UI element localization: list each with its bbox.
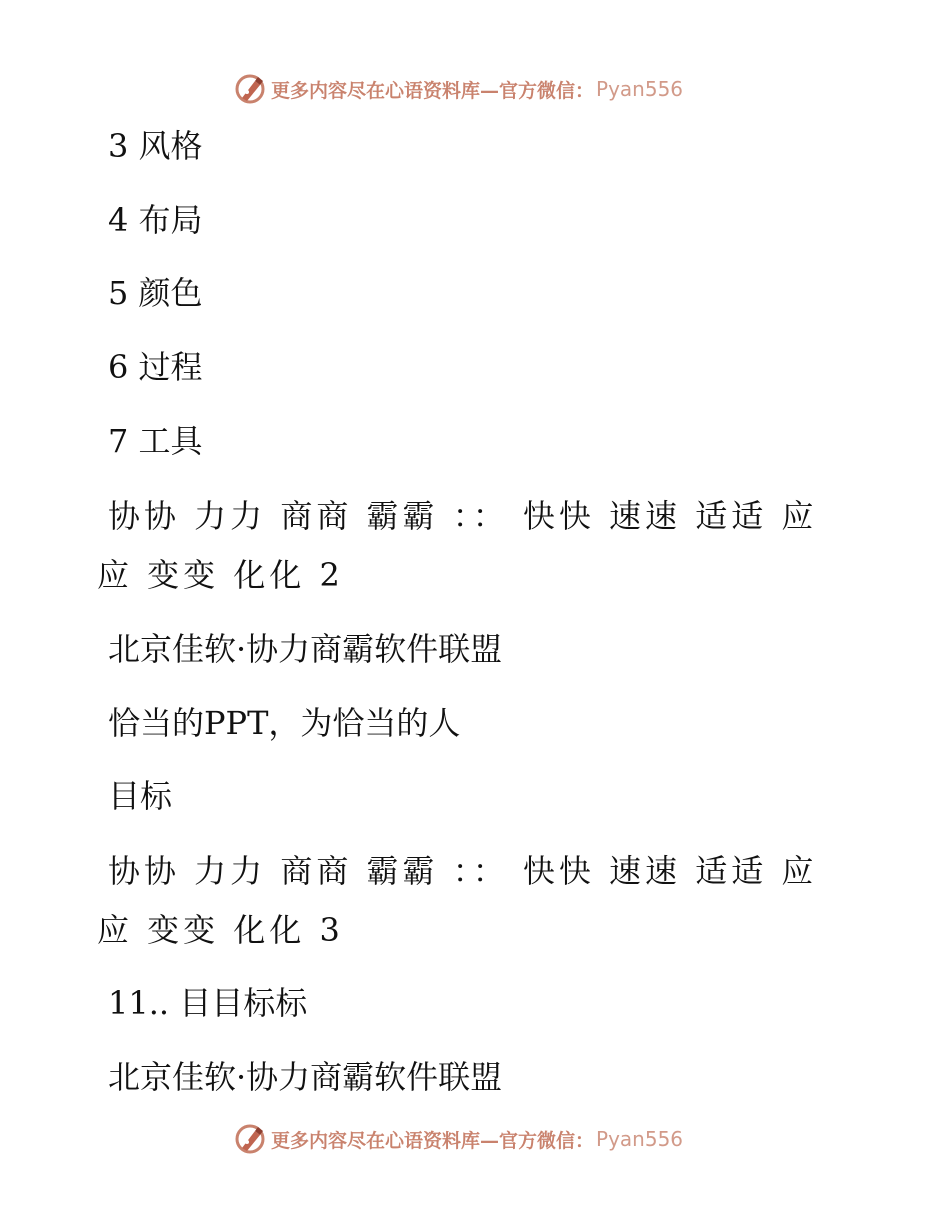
watermark-wechat-id: Pyan556 (596, 1127, 684, 1151)
text-line-goal: 目标 (108, 777, 173, 815)
text-line-org-2: 北京佳软·协力商霸软件联盟 (108, 1058, 503, 1096)
text-line-color: 5 颜色 (108, 274, 203, 312)
pen-logo-icon (233, 72, 267, 106)
text-line-goal-heading: 11.. 目目标标 (108, 984, 308, 1022)
pen-logo-icon (233, 1122, 267, 1156)
watermark-wechat-id: Pyan556 (596, 77, 684, 101)
text-line-tools: 7 工具 (108, 422, 203, 460)
text-line-slogan-1a: 协协 力力 商商 霸霸 ：： 快快 速速 适适 应 (108, 497, 818, 535)
watermark-banner-top (233, 70, 683, 108)
text-line-layout: 4 布局 (108, 201, 203, 239)
watermark-banner-bottom (233, 1120, 683, 1158)
text-line-slogan-2b: 应 变变 化化 3 (97, 911, 344, 949)
text-line-ppt: 恰当的PPT，为恰当的人 (108, 704, 461, 742)
text-line-process: 6 过程 (108, 348, 203, 386)
text-line-org-1: 北京佳软·协力商霸软件联盟 (108, 630, 503, 668)
watermark-text: 更多内容尽在心语资料库—官方微信： (271, 1129, 595, 1152)
watermark-text: 更多内容尽在心语资料库—官方微信： (271, 79, 595, 102)
text-line-slogan-1b: 应 变变 化化 2 (97, 556, 344, 594)
text-line-style: 3 风格 (108, 127, 203, 165)
text-line-slogan-2a: 协协 力力 商商 霸霸 ：： 快快 速速 适适 应 (108, 852, 818, 890)
